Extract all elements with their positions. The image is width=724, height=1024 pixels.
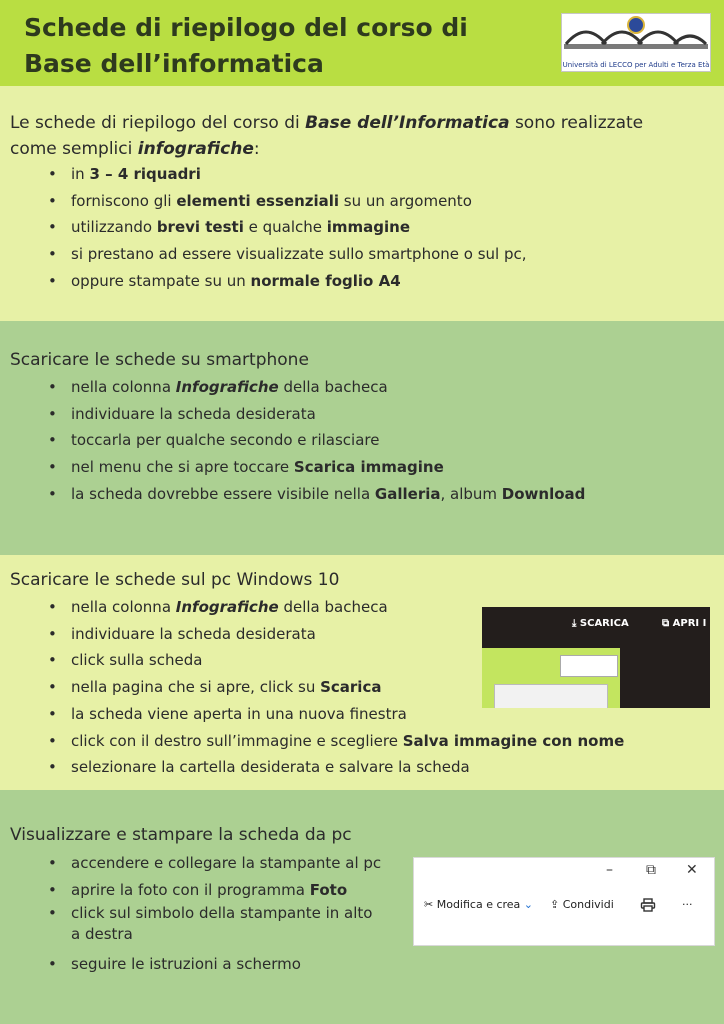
list-item: • aprire la foto con il programma Foto bbox=[48, 877, 381, 904]
list-item: • la scheda viene aperta in una nuova finestra bbox=[48, 701, 624, 728]
list-item: • oppure stampate su un normale foglio A4 bbox=[48, 268, 527, 295]
smartphone-section bbox=[0, 321, 724, 555]
list-item: • forniscono gli elementi essenziali su un argomento bbox=[48, 188, 527, 215]
university-logo bbox=[561, 13, 711, 72]
close-icon: ✕ bbox=[686, 862, 698, 878]
share-icon: ⇪ bbox=[550, 898, 560, 911]
printer-icon bbox=[640, 898, 656, 915]
intro-list bbox=[48, 161, 527, 295]
print-list bbox=[48, 850, 381, 978]
list-item: • seguire le istruzioni a schermo bbox=[48, 951, 381, 978]
header bbox=[0, 0, 724, 86]
edit-icon: ✂ bbox=[424, 898, 434, 911]
list-item: • click sulla scheda bbox=[48, 647, 624, 674]
more-options-icon: ··· bbox=[682, 898, 693, 911]
intro-section bbox=[0, 86, 724, 321]
list-item: • in 3 – 4 riquadri bbox=[48, 161, 527, 188]
open-button: ⧉ APRI I bbox=[662, 618, 707, 629]
section-title: Scaricare le schede sul pc Windows 10 bbox=[10, 570, 340, 590]
smartphone-list bbox=[48, 374, 585, 508]
window-thumbnail bbox=[494, 684, 608, 708]
list-item: • si prestano ad essere visualizzate sullo smartphone o sul pc, bbox=[48, 241, 527, 268]
logo-caption: Università di LECCO per Adulti e Terza Età bbox=[562, 61, 710, 69]
external-link-icon: ⧉ bbox=[662, 618, 670, 629]
list-item: • nella pagina che si apre, click su Scarica bbox=[48, 674, 624, 701]
photos-toolbar-screenshot bbox=[413, 857, 715, 946]
edit-create-button: ✂ Modifica e crea ⌄ bbox=[424, 898, 534, 911]
list-item: • individuare la scheda desiderata bbox=[48, 401, 585, 428]
list-item: • click sul simbolo della stampante in alto a destra bbox=[48, 903, 381, 945]
list-item: • selezionare la cartella desiderata e salvare la scheda bbox=[48, 754, 624, 781]
list-item: • nel menu che si apre toccare Scarica immagine bbox=[48, 454, 585, 481]
list-item: • la scheda dovrebbe essere visibile nella Galleria, album Download bbox=[48, 481, 585, 508]
minimize-icon: – bbox=[606, 862, 613, 878]
section-title: Scaricare le schede su smartphone bbox=[10, 350, 309, 370]
logo-thumbnail bbox=[560, 655, 618, 677]
list-item: • click con il destro sull’immagine e scegliere Salva immagine con nome bbox=[48, 728, 624, 755]
list-item: • nella colonna Infografiche della bacheca bbox=[48, 594, 624, 621]
list-item: • utilizzando brevi testi e qualche immagine bbox=[48, 214, 527, 241]
list-item: • individuare la scheda desiderata bbox=[48, 621, 624, 648]
section-title: Visualizzare e stampare la scheda da pc bbox=[10, 825, 352, 845]
chevron-down-icon: ⌄ bbox=[523, 898, 534, 911]
download-screenshot bbox=[482, 607, 710, 708]
restore-icon: ⧉ bbox=[646, 862, 656, 878]
page-title: Schede di riepilogo del corso di Base dell’informatica bbox=[24, 13, 468, 78]
intro-text: Le schede di riepilogo del corso di Base dell’Informatica sono realizzate come semplici infografiche: bbox=[10, 113, 644, 159]
bridge-logo-icon bbox=[562, 14, 710, 58]
list-item: • toccarla per qualche secondo e rilasciare bbox=[48, 427, 585, 454]
download-button: ⤓ SCARICA bbox=[572, 618, 629, 629]
download-icon: ⤓ bbox=[572, 618, 577, 629]
list-item: • nella colonna Infografiche della bacheca bbox=[48, 374, 585, 401]
share-button: ⇪ Condividi bbox=[550, 898, 614, 911]
preview-thumbnail bbox=[482, 648, 620, 708]
list-item: • accendere e collegare la stampante al pc bbox=[48, 850, 381, 877]
